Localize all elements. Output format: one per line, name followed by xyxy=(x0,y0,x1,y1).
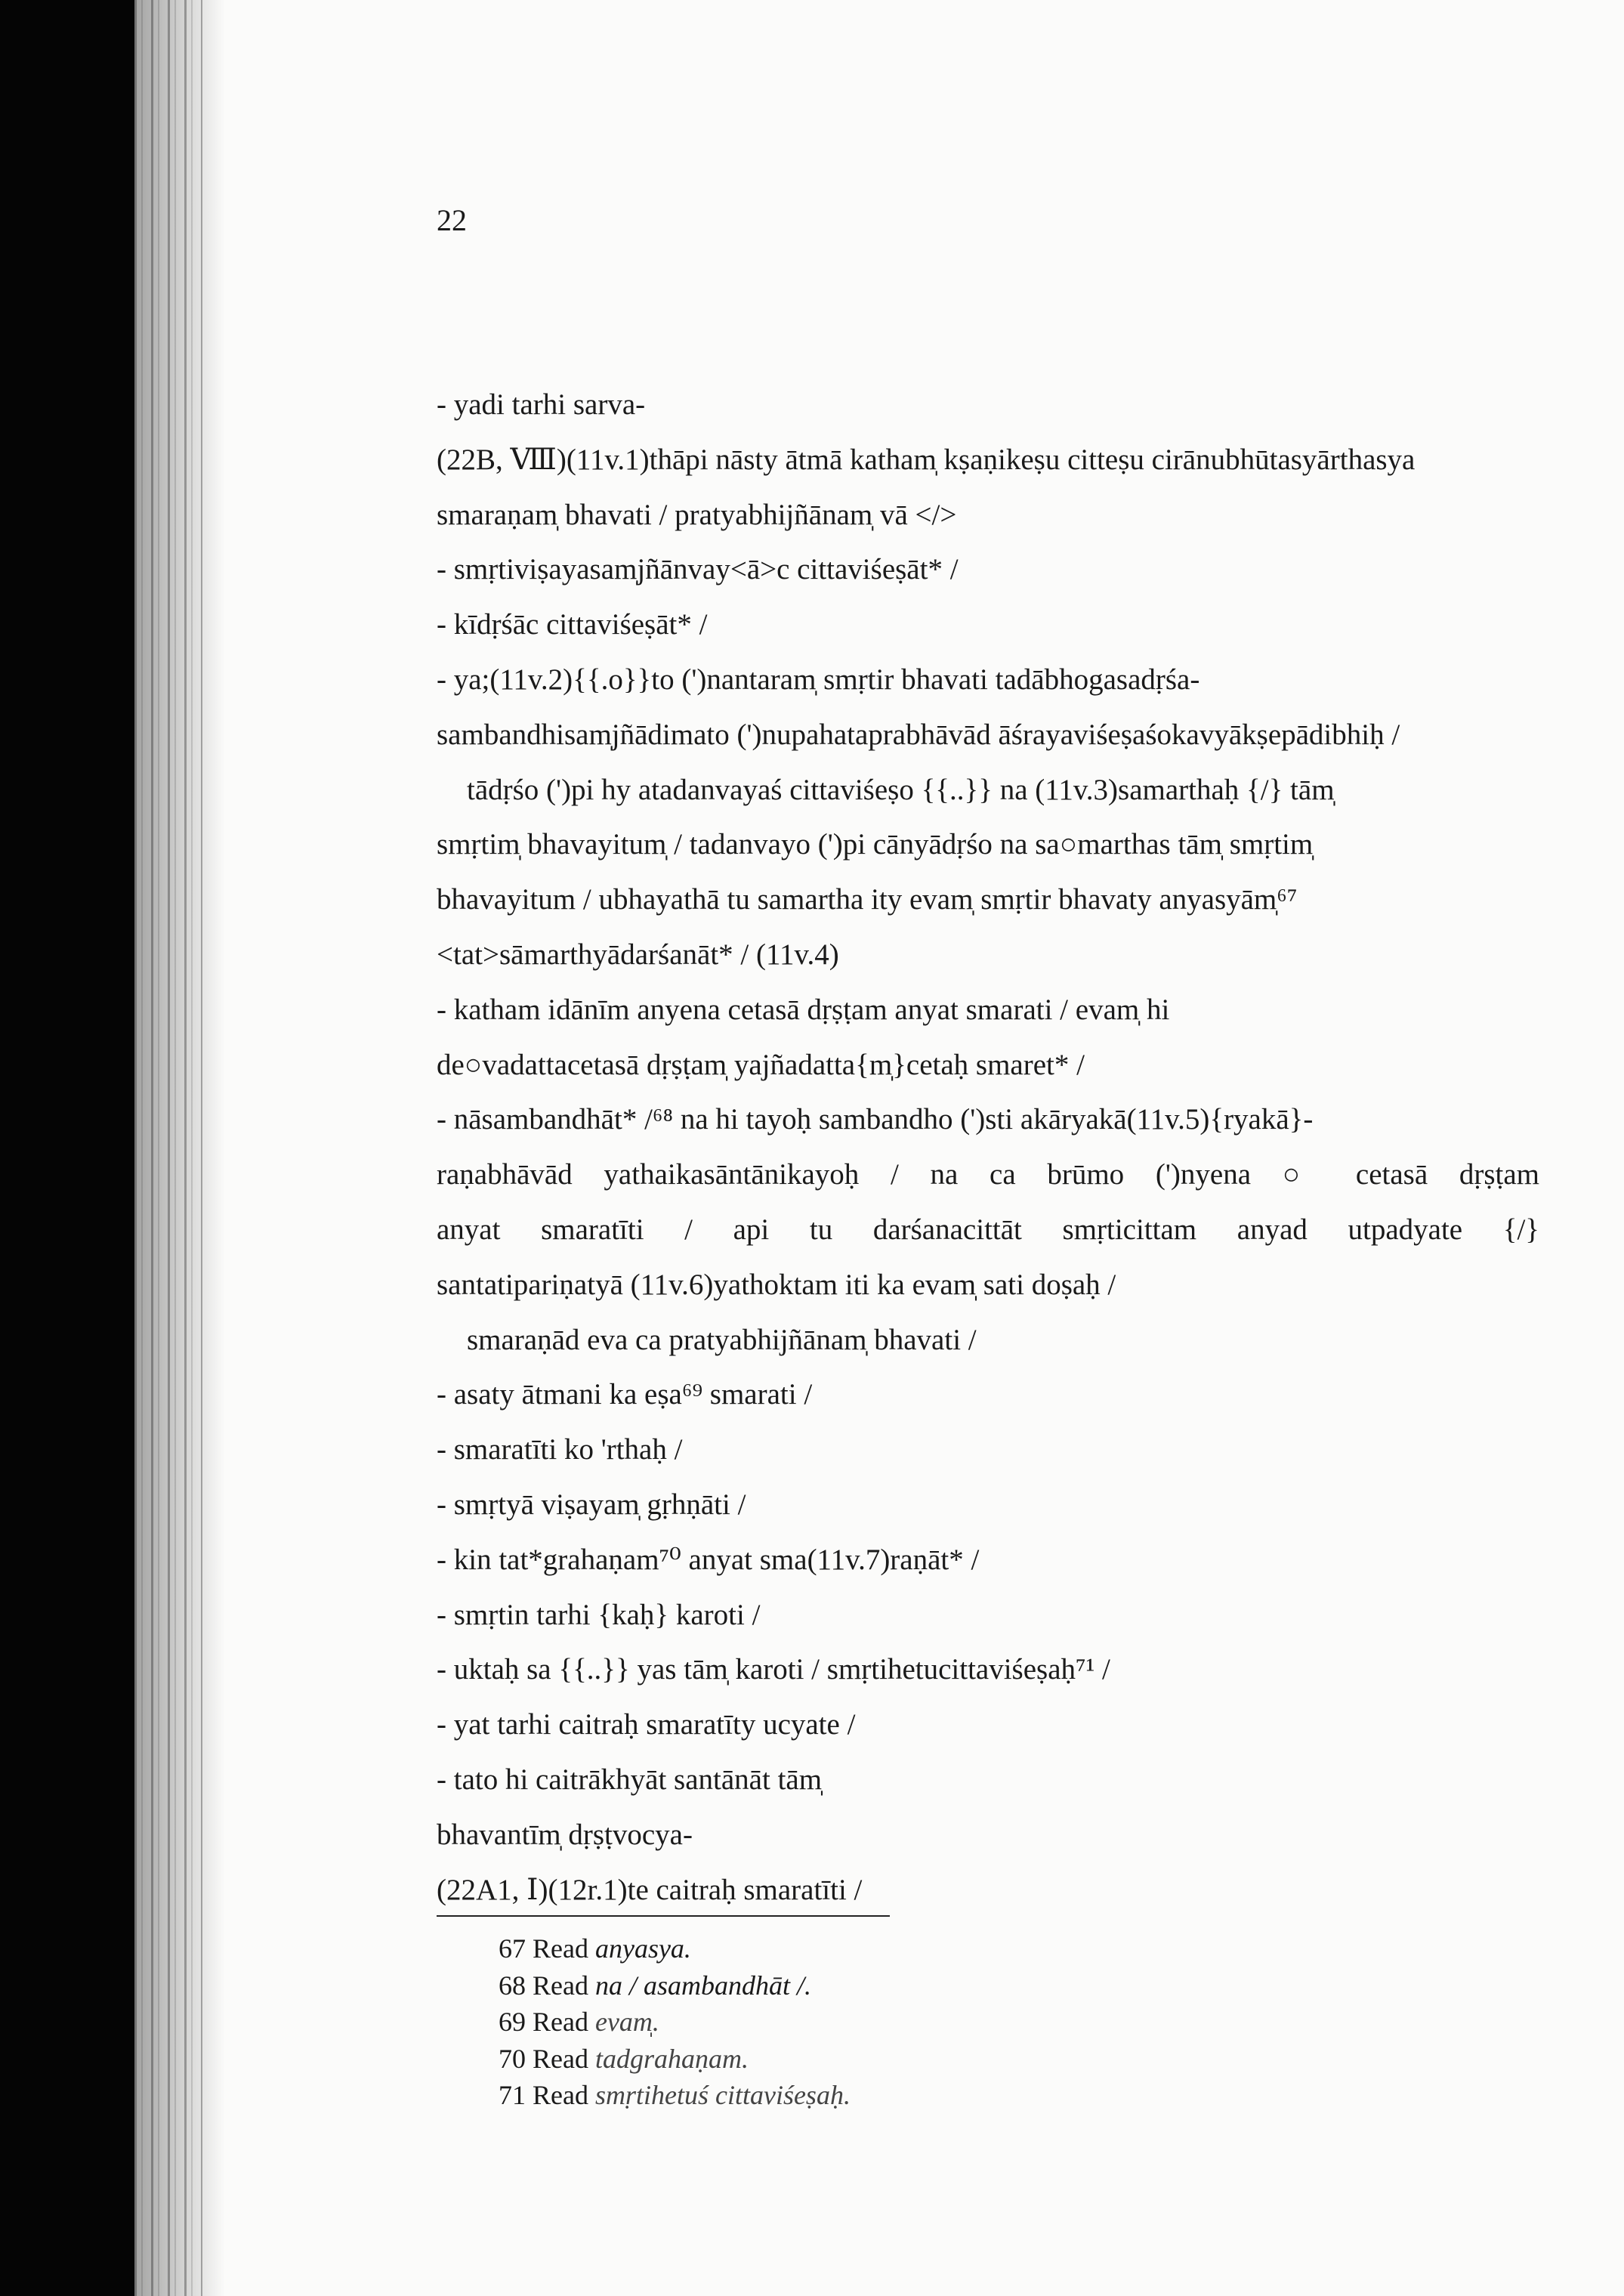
text-line: - nāsambandhāt* /⁶⁸ na hi tayoḥ sambandho (')sti akāryakā(11v.5){ryakā}- xyxy=(437,1103,1314,1136)
text-line: - uktaḥ sa {{..}} yas tām̩ karoti / smṛtihetucittaviśeṣaḥ⁷¹ / xyxy=(437,1653,1110,1686)
text-line: - kin tat*grahaṇam⁷⁰ anyat sma(11v.7)raṇāt* / xyxy=(437,1543,980,1576)
text-line: sambandhisam̩jñādimato (')nupahataprabhāvād āśrayaviśeṣaśokavyākṣepādibhiḥ / xyxy=(437,718,1400,751)
text-line: - kīdṛśāc cittaviśeṣāt* / xyxy=(437,608,708,641)
footnote-number: 67 xyxy=(499,1933,526,1964)
text-line: tādṛśo (')pi hy atadanvayaś cittaviśeṣo {{..}} na (11v.3)samarthaḥ {/} tām̩ xyxy=(467,773,1335,806)
text-line: - tato hi caitrākhyāt santānāt tām̩ xyxy=(437,1763,823,1796)
footnote-reading: na / asambandhāt /. xyxy=(594,1970,811,2001)
footnote-reading: anyasya. xyxy=(594,1933,691,1964)
footnote-reading: tadgrahaṇam. xyxy=(594,2043,749,2074)
footnotes xyxy=(499,1930,851,2114)
text-line: - smaratīti ko 'rthaḥ / xyxy=(437,1433,683,1466)
text-line: smaraṇam̩ bhavati / pratyabhijñānam̩ vā </> xyxy=(437,498,957,531)
text-line: (22B, Ⅷ)(11v.1)thāpi nāsty ātmā katham̩ kṣaṇikeṣu citteṣu cirānubhūtasyārthasya xyxy=(437,443,1416,476)
footnote xyxy=(499,2077,851,2114)
scan-binding-edge xyxy=(0,0,134,2296)
footnote-number: 69 xyxy=(499,2007,526,2037)
footnote-reading: evam̩. xyxy=(594,2007,659,2037)
footnote xyxy=(499,2004,851,2041)
text-line: <tat>sāmarthyādarśanāt* / (11v.4) xyxy=(437,938,839,971)
text-line: de○vadattacetasā dṛṣṭam̩ yajñadatta{m̩}cetaḥ smaret* / xyxy=(437,1048,1085,1081)
text-line: - smṛtyā viṣayam̩ gṛhṇāti / xyxy=(437,1488,746,1521)
text-line: smṛtim̩ bhavayitum̩ / tadanvayo (')pi cānyādṛśo na sa○marthas tām̩ smṛtim̩ xyxy=(437,828,1314,861)
text-line: bhavayitum / ubhayathā tu samartha ity evam̩ smṛtir bhavaty anyasyām̩⁶⁷ xyxy=(437,883,1298,916)
text-line: - yat tarhi caitraḥ smaratīty ucyate / xyxy=(437,1708,856,1741)
footnote xyxy=(499,2041,851,2078)
footnote-number: 68 xyxy=(499,1970,526,2001)
footnote xyxy=(499,1930,851,1967)
footnote-read-label: Read xyxy=(533,2080,588,2110)
footnote-number: 70 xyxy=(499,2043,526,2074)
text-line: santatipariṇatyā (11v.6)yathoktam iti ka evam̩ sati doṣaḥ / xyxy=(437,1268,1116,1301)
text-line: - asaty ātmani ka eṣa⁶⁹ smarati / xyxy=(437,1378,813,1411)
footnote-rule xyxy=(437,1915,890,1917)
text-line: - yadi tarhi sarva- xyxy=(437,388,646,421)
text-line: - ya;(11v.2){{.o}}to (')nantaram̩ smṛtir bhavati tadābhogasadṛśa- xyxy=(437,663,1200,696)
footnote-read-label: Read xyxy=(533,1933,588,1964)
text-line: (22A1, Ⅰ)(12r.1)te caitraḥ smaratīti / xyxy=(437,1873,863,1906)
text-line: raṇabhāvād yathaikasāntānikayoḥ / na ca brūmo (')nyena ○ cetasā dṛṣṭam xyxy=(437,1158,1539,1191)
footnote-read-label: Read xyxy=(533,1970,588,2001)
text-line: anyat smaratīti / api tu darśanacittāt smṛticittam anyad utpadyate {/} xyxy=(437,1213,1539,1246)
footnote-number: 71 xyxy=(499,2080,526,2110)
footnote-reading: smṛtihetuś cittaviśeṣaḥ. xyxy=(594,2080,851,2110)
footnote-read-label: Read xyxy=(533,2043,588,2074)
text-line: - katham idānīm anyena cetasā dṛṣṭam anyat smarati / evam̩ hi xyxy=(437,993,1170,1026)
text-line: - smṛtiviṣayasam̩jñānvay<ā>c cittaviśeṣāt* / xyxy=(437,553,959,586)
footnote-read-label: Read xyxy=(533,2007,588,2037)
footnote xyxy=(499,1967,851,2004)
text-line: - smṛtin tarhi {kaḥ} karoti / xyxy=(437,1598,761,1631)
text-line: smaraṇād eva ca pratyabhijñānam̩ bhavati / xyxy=(467,1323,977,1356)
page-number: 22 xyxy=(437,203,467,237)
body-text xyxy=(437,378,1539,1917)
scan-edge-shadow xyxy=(134,0,225,2296)
text-line: bhavantīm̩ dṛṣṭvocya- xyxy=(437,1818,693,1851)
